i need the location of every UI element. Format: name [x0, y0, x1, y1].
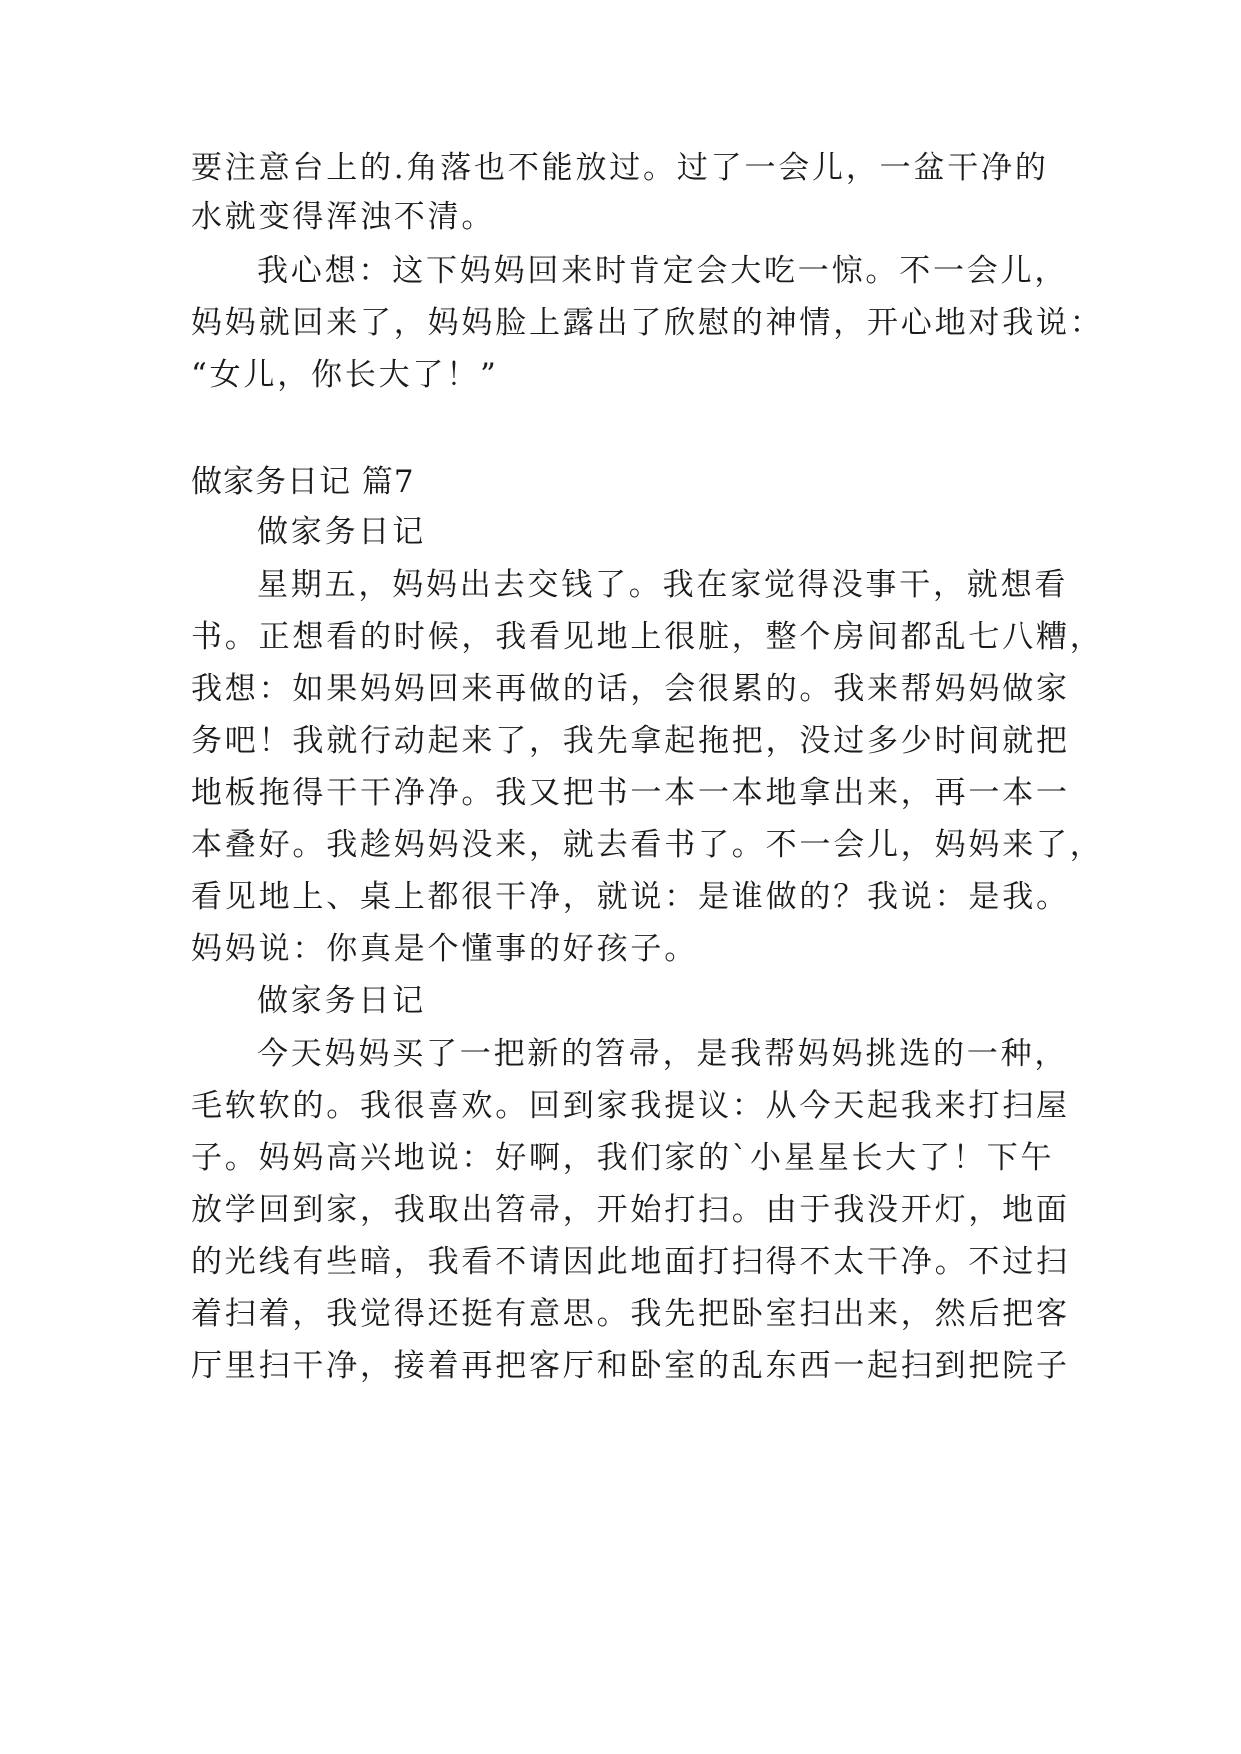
text-line: 要注意台上的.角落也不能放过。过了一会儿，一盆干净的 [191, 150, 1049, 186]
text-line: 看见地上、桌上都很干净，就说：是谁做的？我说：是我。 [191, 879, 1070, 915]
text-line: 本叠好。我趁妈妈没来，就去看书了。不一会儿，妈妈来了， [191, 827, 1104, 863]
text-line: 妈妈说：你真是个懂事的好孩子。 [191, 931, 698, 967]
text-line: 星期五，妈妈出去交钱了。我在家觉得没事干，就想看 [257, 567, 1069, 603]
section-heading: 做家务日记 篇7 [191, 464, 415, 500]
text-line: 我心想：这下妈妈回来时肯定会大吃一惊。不一会儿， [257, 253, 1069, 289]
text-line: 妈妈就回来了，妈妈脸上露出了欣慰的神情，开心地对我说： [191, 305, 1104, 341]
entry-title: 做家务日记 [257, 514, 426, 550]
text-line: “女儿，你长大了！” [191, 357, 499, 393]
text-line: 今天妈妈买了一把新的笤帚，是我帮妈妈挑选的一种， [257, 1036, 1069, 1072]
text-line: 务吧！我就行动起来了，我先拿起拖把，没过多少时间就把 [191, 723, 1070, 759]
text-line: 毛软软的。我很喜欢。回到家我提议：从今天起我来打扫屋 [191, 1088, 1070, 1124]
text-line: 厅里扫干净，接着再把客厅和卧室的乱东西一起扫到把院子 [191, 1348, 1070, 1384]
text-line: 着扫着，我觉得还挺有意思。我先把卧室扫出来，然后把客 [191, 1296, 1070, 1332]
entry-title: 做家务日记 [257, 983, 426, 1019]
text-line: 地板拖得干干净净。我又把书一本一本地拿出来，再一本一 [191, 775, 1070, 811]
text-line: 我想：如果妈妈回来再做的话，会很累的。我来帮妈妈做家 [191, 671, 1070, 707]
text-line: 放学回到家，我取出笤帚，开始打扫。由于我没开灯，地面 [191, 1192, 1070, 1228]
text-line: 的光线有些暗，我看不请因此地面打扫得不太干净。不过扫 [191, 1244, 1070, 1280]
text-line: 子。妈妈高兴地说：好啊，我们家的`小星星长大了！下午 [191, 1140, 1055, 1176]
text-line: 书。正想看的时候，我看见地上很脏，整个房间都乱七八糟， [191, 619, 1104, 655]
text-line: 水就变得浑浊不清。 [191, 199, 496, 235]
